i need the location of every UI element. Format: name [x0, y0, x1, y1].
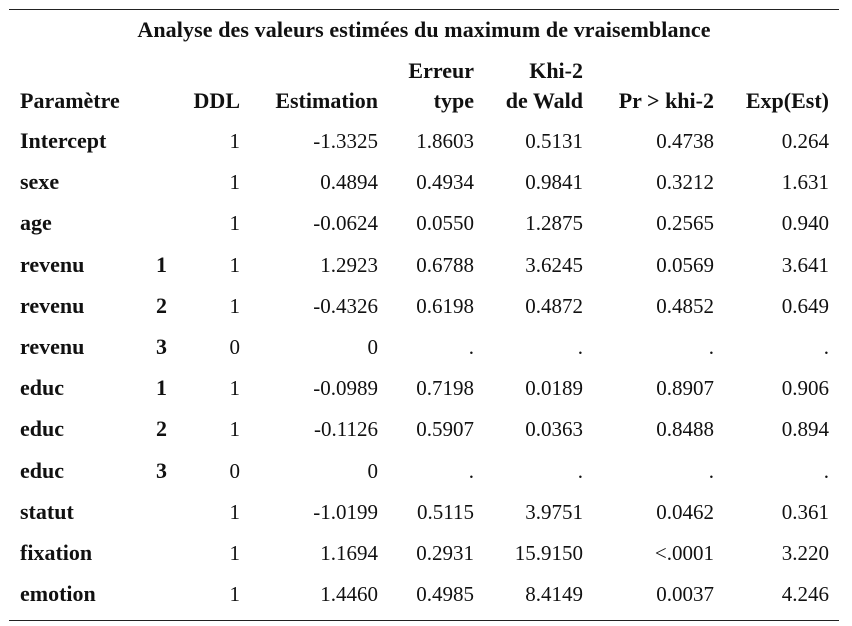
table-row	[9, 574, 839, 614]
ddl-value: 0	[229, 335, 240, 359]
header-erreur-line1: Erreur	[408, 58, 474, 83]
pr-khi2-value: .	[708, 335, 714, 359]
header-pr-khi2: Pr > khi-2	[618, 88, 714, 113]
estimation-value: 1.2923	[320, 252, 378, 277]
estimation-value: 0	[367, 335, 378, 359]
erreur-type-value: .	[468, 335, 474, 359]
ddl-value: 1	[229, 293, 240, 318]
param-name: fixation	[20, 540, 93, 565]
param-level: 3	[156, 457, 167, 483]
khi2-value: 3.6245	[525, 252, 583, 277]
estimation-value: 0	[367, 458, 378, 483]
khi2-value: 0.4872	[525, 293, 583, 318]
erreur-type-value: 0.0550	[416, 211, 474, 236]
header-ddl: DDL	[193, 88, 240, 113]
exp-est-value: 3.641	[781, 252, 829, 277]
erreur-type-value: 0.4934	[416, 170, 474, 195]
param-name: revenu	[20, 292, 85, 318]
exp-est-value: 0.361	[781, 499, 829, 524]
table-title: Analyse des valeurs estimées du maximum de vraisemblance	[137, 17, 711, 42]
khi2-value: 0.5131	[525, 129, 583, 153]
erreur-type-value: 1.8603	[416, 129, 474, 153]
erreur-type-value: 0.7198	[416, 376, 474, 401]
param-name: statut	[20, 498, 74, 524]
header-erreur-line2: type	[433, 88, 474, 113]
param-name: revenu	[20, 251, 85, 277]
top-rule	[9, 9, 839, 10]
estimation-value: 0.4894	[320, 170, 378, 195]
exp-est-value: 3.220	[781, 541, 829, 565]
param-name: educ	[20, 457, 64, 483]
pr-khi2-value: 0.2565	[656, 211, 714, 236]
bottom-rule	[9, 620, 839, 621]
header-exp-est: Exp(Est)	[745, 88, 829, 113]
ddl-value: 1	[229, 582, 240, 607]
param-name: revenu	[20, 334, 85, 359]
param-level: 2	[156, 416, 167, 442]
estimation-value: -1.0199	[313, 499, 378, 524]
erreur-type-value: .	[468, 458, 474, 483]
erreur-type-value: 0.5907	[416, 417, 474, 442]
table-row	[9, 451, 839, 491]
exp-est-value: 0.894	[781, 417, 829, 442]
ddl-value: 1	[229, 541, 240, 565]
estimation-value: -0.4326	[313, 293, 378, 318]
pr-khi2-value: <.0001	[654, 541, 714, 565]
ddl-value: 0	[229, 458, 240, 483]
param-name: educ	[20, 375, 64, 401]
exp-est-value: .	[823, 458, 829, 483]
header-parametre: Paramètre	[20, 88, 120, 113]
khi2-value: 0.9841	[525, 170, 583, 195]
ddl-value: 1	[229, 417, 240, 442]
param-name: educ	[20, 416, 64, 442]
exp-est-value: .	[823, 335, 829, 359]
pr-khi2-value: 0.4738	[656, 129, 714, 153]
erreur-type-value: 0.6198	[416, 293, 474, 318]
param-name: age	[20, 210, 52, 236]
param-name: Intercept	[20, 128, 107, 153]
table-row	[9, 368, 839, 408]
exp-est-value: 1.631	[781, 170, 829, 195]
ddl-value: 1	[229, 211, 240, 236]
exp-est-value: 0.906	[781, 376, 829, 401]
ddl-value: 1	[229, 252, 240, 277]
ddl-value: 1	[229, 499, 240, 524]
table-row	[9, 409, 839, 449]
header-khi2-line1: Khi-2	[529, 58, 583, 83]
table-row	[9, 203, 839, 243]
pr-khi2-value: 0.0037	[656, 582, 714, 607]
table-row	[9, 492, 839, 532]
table-row	[9, 327, 839, 367]
param-name: emotion	[20, 581, 96, 607]
pr-khi2-value: 0.8907	[656, 376, 714, 401]
pr-khi2-value: 0.0462	[656, 499, 714, 524]
ddl-value: 1	[229, 129, 240, 153]
param-level: 3	[156, 334, 167, 359]
khi2-value: 3.9751	[525, 499, 583, 524]
estimation-value: -1.3325	[313, 129, 378, 153]
khi2-value: .	[577, 458, 583, 483]
exp-est-value: 0.649	[781, 293, 829, 318]
khi2-value: 15.9150	[514, 541, 583, 565]
table-row	[9, 286, 839, 326]
khi2-value: .	[577, 335, 583, 359]
header-khi2-line2: de Wald	[505, 88, 583, 113]
pr-khi2-value: 0.0569	[656, 252, 714, 277]
table-row	[9, 121, 839, 161]
param-level: 1	[156, 375, 167, 401]
erreur-type-value: 0.5115	[417, 499, 474, 524]
param-name: sexe	[20, 169, 60, 195]
table-row	[9, 533, 839, 573]
ddl-value: 1	[229, 170, 240, 195]
table-row	[9, 162, 839, 202]
pr-khi2-value: 0.4852	[656, 293, 714, 318]
erreur-type-value: 0.6788	[416, 252, 474, 277]
table-row	[9, 245, 839, 285]
pr-khi2-value: 0.8488	[656, 417, 714, 442]
estimation-value: -0.1126	[314, 417, 378, 442]
erreur-type-value: 0.4985	[416, 582, 474, 607]
khi2-value: 0.0189	[525, 376, 583, 401]
exp-est-value: 0.264	[781, 129, 829, 153]
param-level: 1	[156, 251, 167, 277]
exp-est-value: 4.246	[781, 582, 829, 607]
estimates-table	[9, 9, 839, 621]
ddl-value: 1	[229, 376, 240, 401]
pr-khi2-value: .	[708, 458, 714, 483]
estimation-value: -0.0989	[313, 376, 378, 401]
pr-khi2-value: 0.3212	[656, 170, 714, 195]
estimation-value: 1.1694	[320, 541, 378, 565]
khi2-value: 8.4149	[525, 582, 583, 607]
khi2-value: 1.2875	[525, 211, 583, 236]
estimation-value: 1.4460	[320, 582, 378, 607]
header-estimation: Estimation	[275, 88, 378, 113]
exp-est-value: 0.940	[781, 211, 829, 236]
khi2-value: 0.0363	[525, 417, 583, 442]
param-level: 2	[156, 292, 167, 318]
erreur-type-value: 0.2931	[416, 541, 474, 565]
estimation-value: -0.0624	[313, 211, 378, 236]
